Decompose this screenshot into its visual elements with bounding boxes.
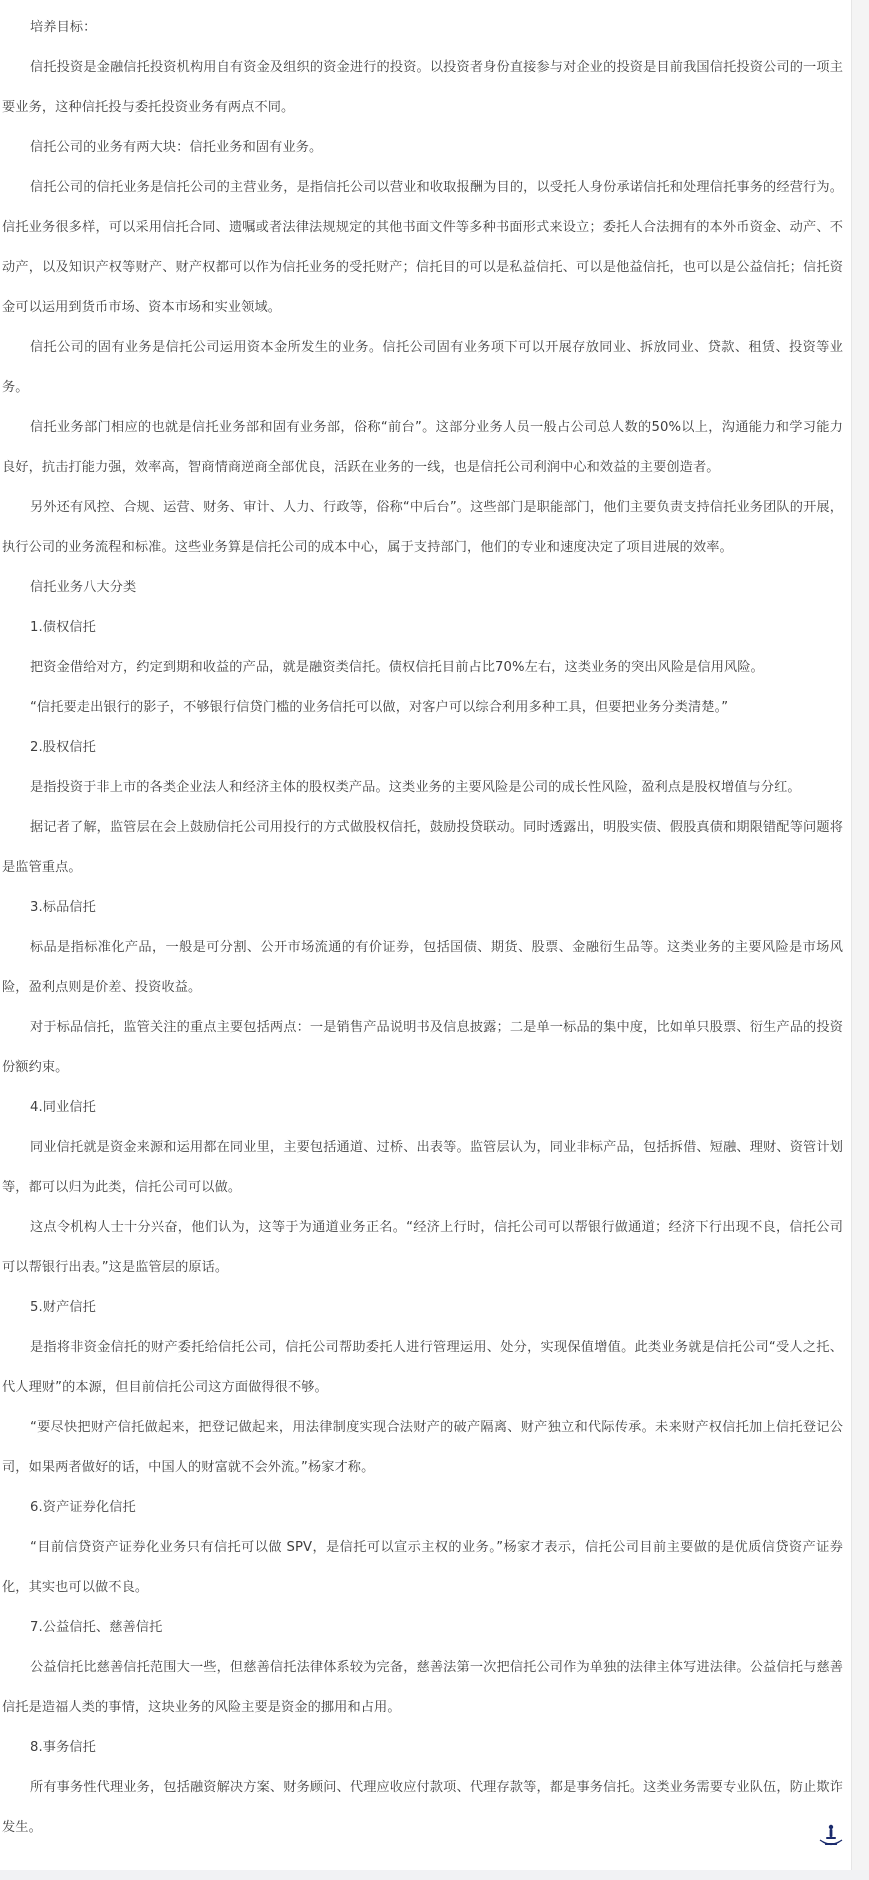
bottom-strip xyxy=(0,1870,869,1880)
paragraph: 据记者了解，监管层在会上鼓励信托公司用投行的方式做股权信托，鼓励投贷联动。同时透露出，明股实债、假股真债和期限错配等问题将是监管重点。 xyxy=(2,820,843,875)
paragraph: 是指投资于非上市的各类企业法人和经济主体的股权类产品。这类业务的主要风险是公司的成长性风险，盈利点是股权增值与分红。 xyxy=(30,780,801,795)
subsection-heading: 3.标品信托 xyxy=(30,900,96,915)
paragraph: 标品是指标准化产品，一般是可分割、公开市场流通的有价证券，包括国债、期货、股票、金融衍生品等。这类业务的主要风险是市场风险，盈利点则是价差、投资收益。 xyxy=(2,940,843,995)
paragraph: 这点令机构人士十分兴奋，他们认为，这等于为通道业务正名。“经济上行时，信托公司可以帮银行做通道；经济下行出现不良，信托公司可以帮银行出表。”这是监管层的原话。 xyxy=(2,1220,843,1275)
subsection-heading: 2.股权信托 xyxy=(30,740,96,755)
paragraph: 信托公司的业务有两大块：信托业务和固有业务。 xyxy=(30,140,323,155)
subsection-heading: 4.同业信托 xyxy=(30,1100,96,1115)
paragraph: 所有事务性代理业务，包括融资解决方案、财务顾问、代理应收应付款项、代理存款等，都是事务信托。这类业务需要专业队伍，防止欺诈发生。 xyxy=(2,1780,843,1835)
paragraph: 培养目标： xyxy=(30,20,97,35)
subsection-heading: 1.债权信托 xyxy=(30,620,96,635)
vertical-scrollbar[interactable] xyxy=(851,0,869,1880)
paragraph: 同业信托就是资金来源和运用都在同业里，主要包括通道、过桥、出表等。监管层认为，同业非标产品，包括拆借、短融、理财、资管计划等，都可以归为此类，信托公司可以做。 xyxy=(2,1140,843,1195)
subsection-heading: 5.财产信托 xyxy=(30,1300,96,1315)
subsection-heading: 6.资产证券化信托 xyxy=(30,1500,136,1515)
paragraph: 信托投资是金融信托投资机构用自有资金及组织的资金进行的投资。以投资者身份直接参与对企业的投资是目前我国信托投资公司的一项主要业务，这种信托投与委托投资业务有两点不同。 xyxy=(2,60,843,115)
seal-logo-icon xyxy=(814,1818,848,1852)
quote-paragraph: “要尽快把财产信托做起来，把登记做起来，用法律制度实现合法财产的破产隔离、财产独立和代际传承。未来财产权信托加上信托登记公司，如果两者做好的话，中国人的财富就不会外流。”杨家才称。 xyxy=(2,1420,843,1475)
paragraph: 公益信托比慈善信托范围大一些，但慈善信托法律体系较为完备，慈善法第一次把信托公司作为单独的法律主体写进法律。公益信托与慈善信托是造福人类的事情，这块业务的风险主要是资金的挪用和占用。 xyxy=(2,1660,843,1715)
paragraph: 对于标品信托，监管关注的重点主要包括两点：一是销售产品说明书及信息披露；二是单一标品的集中度，比如单只股票、衍生产品的投资份额约束。 xyxy=(2,1020,843,1075)
paragraph: 信托公司的固有业务是信托公司运用资本金所发生的业务。信托公司固有业务项下可以开展存放同业、拆放同业、贷款、租赁、投资等业务。 xyxy=(2,340,843,395)
section-heading: 信托业务八大分类 xyxy=(30,580,137,595)
paragraph: 是指将非资金信托的财产委托给信托公司，信托公司帮助委托人进行管理运用、处分，实现保值增值。此类业务就是信托公司“受人之托、代人理财”的本源，但目前信托公司这方面做得很不够。 xyxy=(2,1340,843,1395)
quote-paragraph: “信托要走出银行的影子，不够银行信贷门槛的业务信托可以做，对客户可以综合利用多种工具，但要把业务分类清楚。” xyxy=(30,700,729,715)
paragraph: 信托公司的信托业务是信托公司的主营业务，是指信托公司以营业和收取报酬为目的，以受托人身份承诺信托和处理信托事务的经营行为。信托业务很多样，可以采用信托合同、遗嘱或者法律法规规定的其他书面文件等多种书面形式来设立；委托人合法拥有的本外币资金、动产、不动产，以及知识产权等财产、财产权都可以作为信托业务的受托财产；信托目的可以是私益信托、可以是他益信托，也可以是公益信托；信托资金可以运用到货币市场、资本市场和实业领域。 xyxy=(2,180,843,315)
subsection-heading: 7.公益信托、慈善信托 xyxy=(30,1620,163,1635)
paragraph: 信托业务部门相应的也就是信托业务部和固有业务部，俗称“前台”。这部分业务人员一般占公司总人数的50%以上，沟通能力和学习能力良好，抗击打能力强，效率高，智商情商逆商全部优良，活跃在业务的一线，也是信托公司利润中心和效益的主要创造者。 xyxy=(2,420,843,475)
paragraph: 另外还有风控、合规、运营、财务、审计、人力、行政等，俗称“中后台”。这些部门是职能部门，他们主要负责支持信托业务团队的开展，执行公司的业务流程和标准。这些业务算是信托公司的成本中心，属于支持部门，他们的专业和速度决定了项目进展的效率。 xyxy=(2,500,843,555)
subsection-heading: 8.事务信托 xyxy=(30,1740,96,1755)
quote-paragraph: “目前信贷资产证券化业务只有信托可以做 SPV，是信托可以宣示主权的业务。”杨家才表示，信托公司目前主要做的是优质信贷资产证券化，其实也可以做不良。 xyxy=(2,1540,843,1595)
paragraph: 把资金借给对方，约定到期和收益的产品，就是融资类信托。债权信托目前占比70%左右，这类业务的突出风险是信用风险。 xyxy=(30,660,764,675)
